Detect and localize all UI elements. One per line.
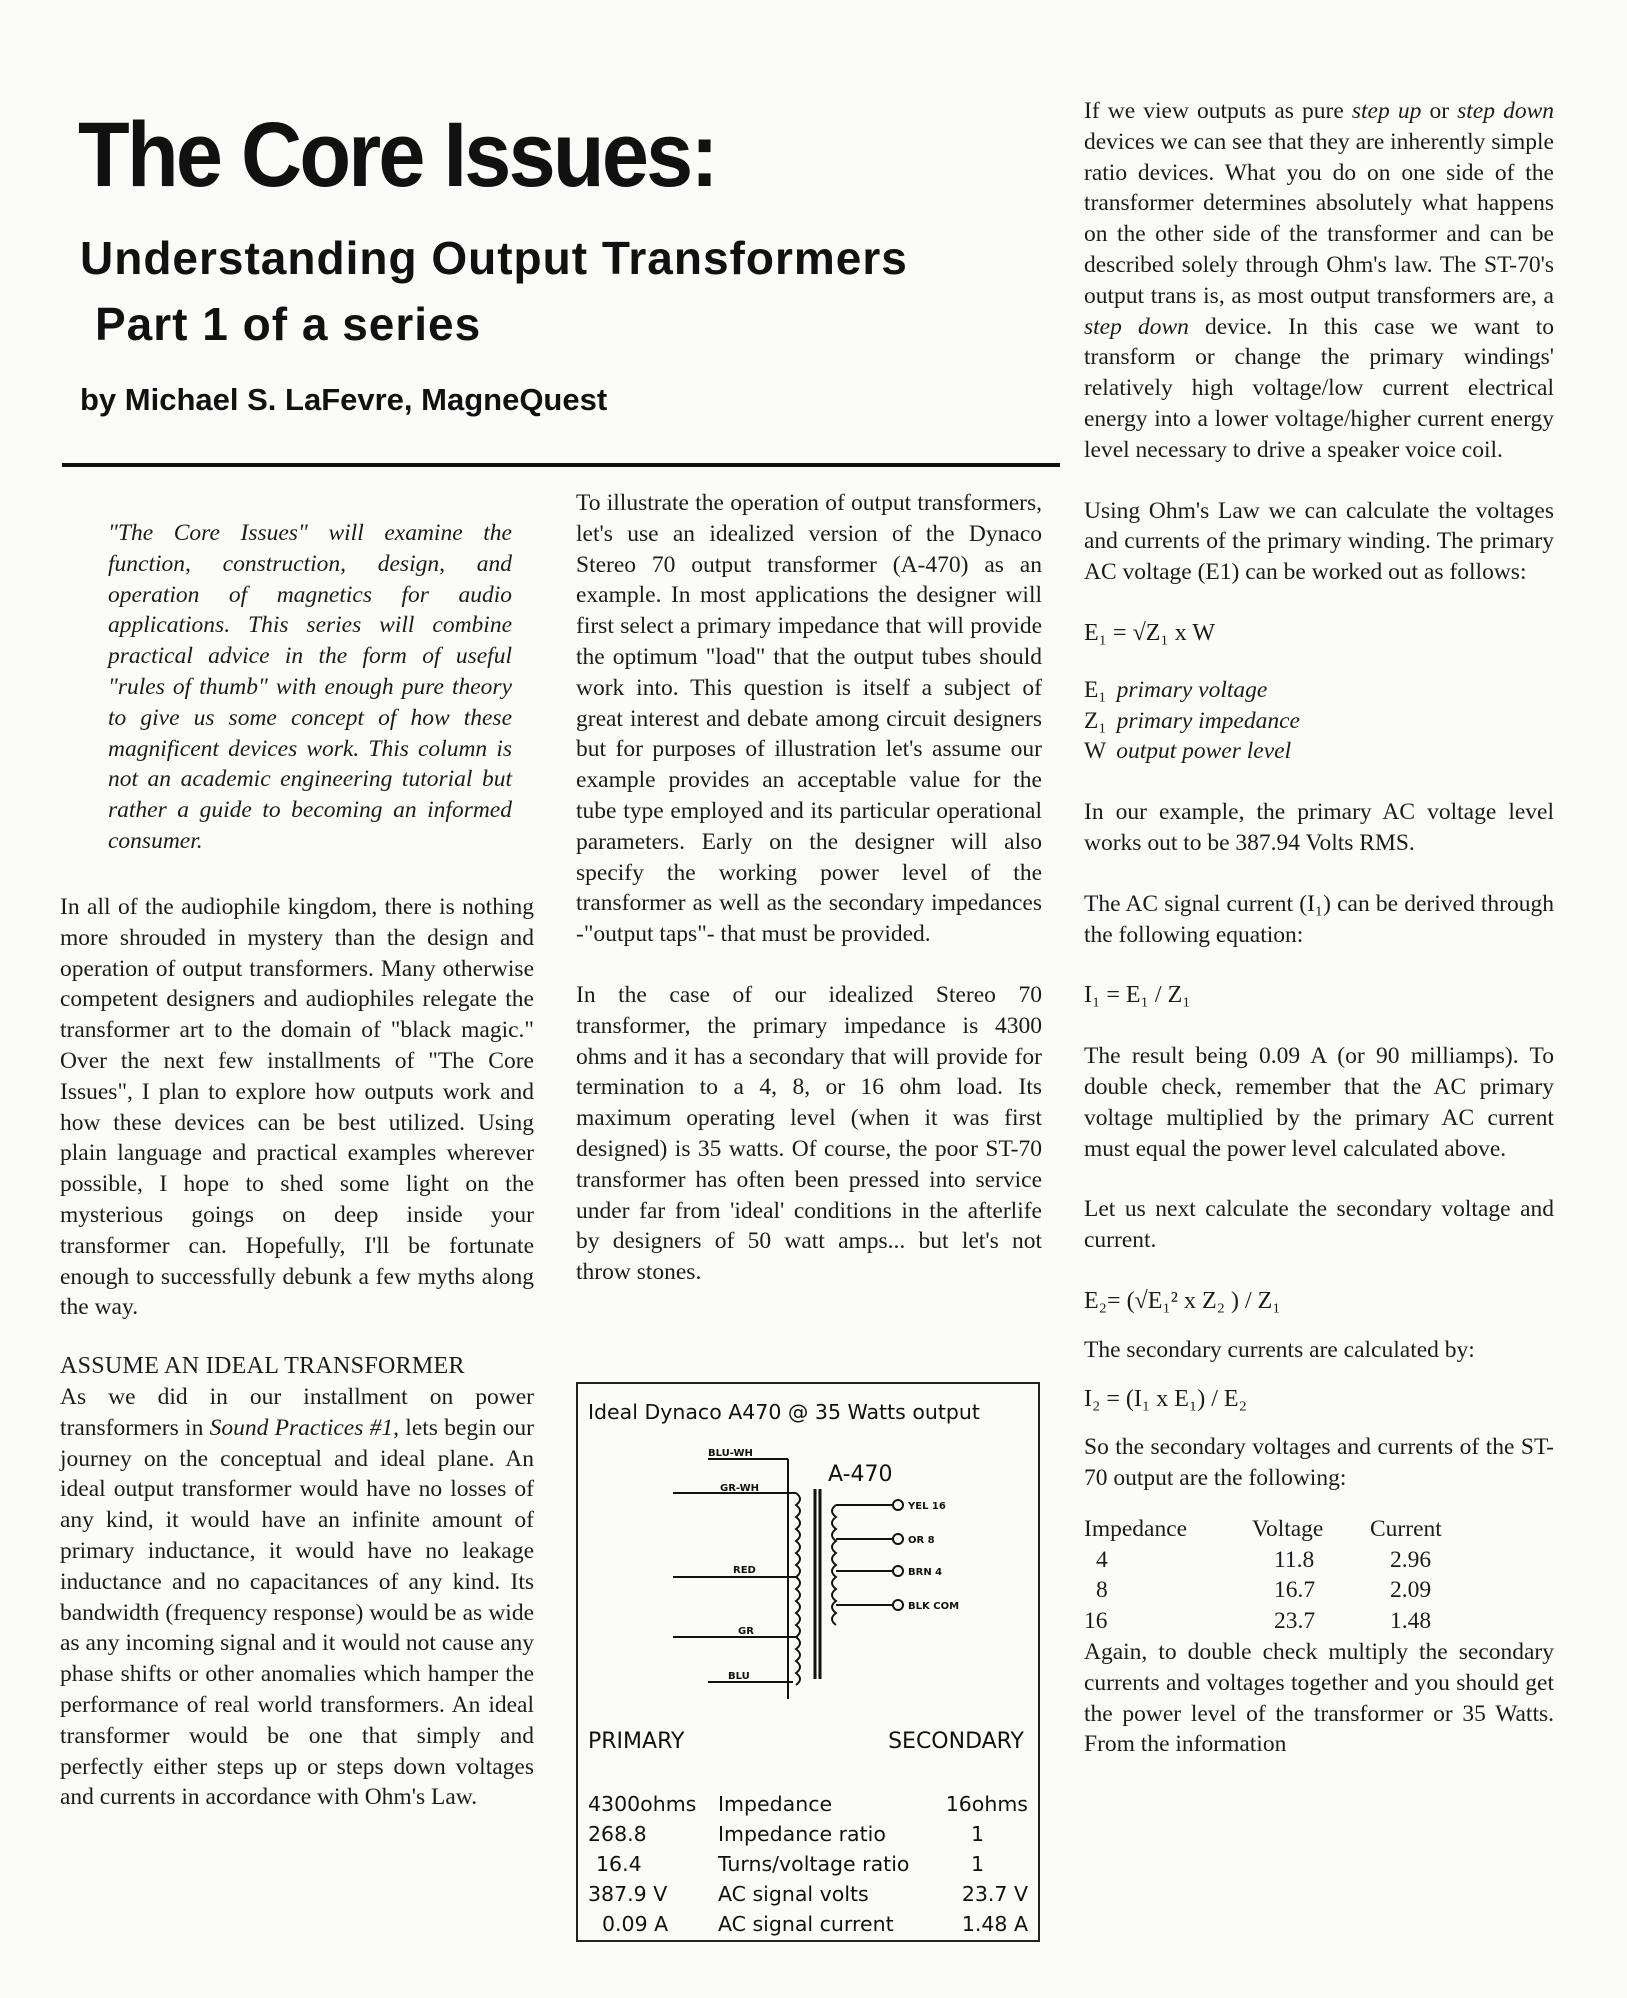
paragraph: In our example, the primary AC voltage level works out to be 387.94 Volts RMS. <box>1084 799 1554 856</box>
figure-row: 4300ohms Impedance 16ohms <box>588 1792 1028 1816</box>
tap-label: BRN 4 <box>908 1567 943 1578</box>
column-1 <box>60 892 534 1813</box>
subtitle-line-1: Understanding Output Transformers <box>80 232 908 284</box>
transformer-schematic <box>668 1449 968 1699</box>
equation-i1: I₁ = E₁ / Z₁ <box>1084 982 1191 1009</box>
paragraph: The result being 0.09 A (or 90 milliamps). To double check, remember that the AC primary voltage multiplied by the primary AC current must equal the power level calculated above. <box>1084 1043 1554 1162</box>
table-row: 8 16.7 2.09 <box>1096 1577 1432 1604</box>
figure-row: 0.09 A AC signal current 1.48 A <box>602 1912 1028 1936</box>
lead-label: BLU <box>728 1671 750 1682</box>
primary-coil <box>796 1493 800 1685</box>
paragraph: In the case of our idealized Stereo 70 transformer, the primary impedance is 4300 ohms and it has a secondary that will provide for termination to a 4, 8, or 16 ohm load. Its maximum operating level (when it was first designed) is 35 watts. Of course, the poor ST-70 transformer has often been pressed into service under far from 'ideal' conditions in the afterlife by designers of 50 watt amps... but let's not throw stones. <box>576 981 1042 1286</box>
lead-label: BLU-WH <box>708 1449 753 1459</box>
article-title: The Core Issues: <box>78 104 716 206</box>
lead-label: GR-WH <box>720 1483 760 1494</box>
tap-label: OR 8 <box>908 1535 935 1546</box>
paragraph: Let us next calculate the secondary voltage and current. <box>1084 1196 1554 1254</box>
tap-label: BLK COM <box>908 1601 960 1612</box>
intro-paragraph: "The Core Issues" will examine the function, construction, design, and operation of magnetics for audio applications. This series will combine practical advice in the form of useful "rules of thumb" with enough pure theory to give us some concept of how these magnificent devices work. This column is not an academic engineering tutorial but rather a guide to becoming an informed consumer. <box>108 520 512 854</box>
byline: by Michael S. LaFevre, MagneQuest <box>80 382 608 417</box>
secondary-leads <box>836 1500 903 1610</box>
article-subtitle <box>80 225 908 357</box>
paragraph: Using Ohm's Law we can calculate the voltages and currents of the primary winding. The primary AC voltage (E1) can be worked out as follows: <box>1084 497 1554 586</box>
figure-title: Ideal Dynaco A470 @ 35 Watts output <box>588 1400 980 1424</box>
paragraph: To illustrate the operation of output transformers, let's use an idealized version of the Dynaco Stereo 70 output transformer (A-470) as an example. In most applications the designer will first select a primary impedance that will provide the optimum "load" that the output tubes should work into. This question is itself a subject of great interest and debate among circuit designers but for purposes of illustration let's assume our example provides an acceptable value for the tube type employed and its particular operational parameters. Early on the designer will also specify the working power level of the transformer as well as the secondary impedances -"output taps"- that must be provided. <box>576 490 1042 948</box>
equation-i2: I₂ = (I₁ x E₁) / E₂ <box>1084 1385 1247 1412</box>
subtitle-line-2: Part 1 of a series <box>95 298 482 350</box>
paragraph: In all of the audiophile kingdom, there is nothing more shrouded in mystery than the design and operation of output transformers. Many otherwise competent designers and audiophiles relegate the transformer art to the domain of "black magic." Over the next few installments of "The Core Issues", I plan to explore how outputs work and how these devices can be best utilized. Using plain language and practical examples wherever possible, I hope to shed some light on the mysterious goings on deep inside your transformer can. Hopefully, I'll be fortunate enough to successfully debunk a few myths along the way. <box>60 894 534 1321</box>
paragraph: As we did in our installment on power transformers in Sound Practices #1, lets begin our journey on the conceptual and ideal plane. An ideal output transformer would have no losses of any kind, it would have an infinite amount of primary inductance, it would have no leakage inductance and no capacitances of any kind. Its bandwidth (frequency response) would be as wide as any incoming signal and it would not cause any phase shifts or other anomalies which hamper the performance of real world transformers. An ideal transformer would be one that simply and perfectly either steps up or steps down voltages and currents in accordance with Ohm's Law. <box>60 1383 535 1811</box>
figure-row: 16.4 Turns/voltage ratio 1 <box>596 1852 984 1876</box>
model-label: A-470 <box>828 1462 893 1487</box>
primary-leads <box>673 1459 798 1699</box>
primary-label: PRIMARY <box>588 1729 685 1754</box>
equation-e2: E₂= (√E₁² x Z₂ ) / Z₁ <box>1084 1287 1281 1314</box>
figure-row: 387.9 V AC signal volts 23.7 V <box>588 1882 1028 1906</box>
table-row: 16 23.7 1.48 <box>1084 1608 1432 1635</box>
secondary-label: SECONDARY <box>888 1729 1024 1754</box>
section-heading: ASSUME AN IDEAL TRANSFORMER <box>60 1353 465 1380</box>
table-row: 4 11.8 2.96 <box>1096 1546 1432 1573</box>
column-3 <box>1084 96 1554 1760</box>
lead-label: RED <box>733 1565 756 1576</box>
secondary-coil <box>832 1505 836 1625</box>
lead-label: GR <box>738 1626 754 1637</box>
column-2 <box>576 488 1042 1288</box>
figure-row: 268.8 Impedance ratio 1 <box>588 1822 984 1846</box>
secondary-values-table <box>1084 1514 1442 1637</box>
paragraph: The secondary currents are calculated by: <box>1084 1336 1475 1363</box>
paragraph: The AC signal current (I₁) can be derived through the following equation: <box>1084 890 1554 948</box>
paragraph: Again, to double check multiply the secondary currents and voltages together and you should get the power level of the transformer or 35 Watts. From the information <box>1084 1639 1554 1758</box>
paragraph: So the secondary voltages and currents of the ST-70 output are the following: <box>1084 1434 1554 1492</box>
paragraph: If we view outputs as pure step up or step down devices we can see that they are inherently simple ratio devices. What you do on one side of the transformer determines absolutely what happens on the other side of the transformer and can be described solely through Ohm's law. The ST-70's output trans is, as most output transformers are, a step down device. In this case we want to transform or change the primary windings' relatively high voltage/low current electrical energy into a lower voltage/higher current energy level necessary to drive a speaker voice coil. <box>1084 98 1555 463</box>
transformer-figure <box>576 1382 1040 1942</box>
tap-label: YEL 16 <box>908 1501 946 1512</box>
table-header-row: Impedance Voltage Current <box>1084 1515 1442 1542</box>
publication-ref: Sound Practices #1 <box>209 1414 394 1441</box>
variable-definitions: E₁ primary voltage Z₁ primary impedance W output power level <box>1084 676 1300 765</box>
equation-e1: E₁ = √Z₁ x W <box>1084 619 1215 646</box>
header-rule <box>62 463 1060 467</box>
